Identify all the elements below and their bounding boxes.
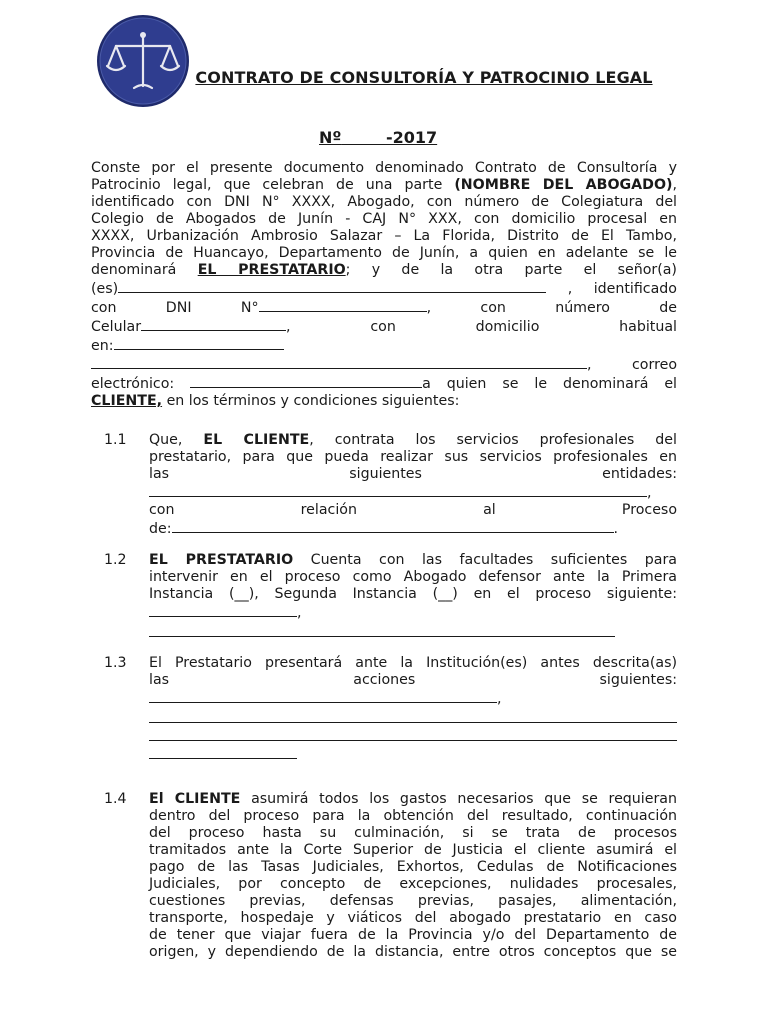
process-field[interactable] [172, 519, 614, 533]
intro-line: Provincia de Huancayo, Departamento de Junín, a quien en adelante se le [91, 245, 677, 261]
scales-of-justice-icon [96, 14, 190, 108]
actions-field-line-3[interactable] [149, 726, 677, 741]
intro-line: a quien se le denominará el [422, 376, 678, 392]
intro-line: , con número de [426, 300, 677, 316]
number-suffix: -2017 [385, 128, 438, 147]
clause-number: 1.1 [104, 432, 127, 448]
clause-text: de tener que viajar fuera de la Provincia y/o del Departamento de [149, 927, 677, 943]
clause-number: 1.3 [104, 655, 127, 671]
intro-line: Celular [91, 319, 142, 335]
cliente-term: El CLIENTE [149, 791, 241, 807]
clause-text: intervenir en el proceso como Abogado defensor ante la Primera [149, 569, 677, 585]
intro-line: en los términos y condiciones siguientes: [162, 393, 460, 409]
clause-number: 1.2 [104, 552, 127, 568]
clause-text: dentro del proceso para la obtención del resultado, continuación [149, 808, 677, 824]
clause-text: El Prestatario presentará ante la Institución(es) antes descrita(as) [149, 655, 677, 671]
client-address-continued-field[interactable] [91, 355, 587, 369]
intro-paragraph [91, 160, 677, 410]
clause-text: . [613, 521, 619, 537]
actions-field-line-2[interactable] [149, 708, 677, 723]
clause-text: transporte, hospedaje y viáticos del abogado prestatario en caso [149, 910, 677, 926]
intro-line: con DNI N° [91, 300, 259, 316]
cliente-term: EL CLIENTE [203, 432, 310, 448]
clause-text: Que, [149, 432, 204, 448]
actions-field-line-4[interactable] [149, 744, 297, 759]
clause-text: las acciones siguientes: [149, 672, 677, 688]
intro-line: Colegio de Abogados de Junín - CAJ N° XXX, con domicilio procesal en [91, 211, 677, 227]
intro-line: XXXX, Urbanización Ambrosio Salazar – La Florida, Distrito de El Tambo, [91, 228, 677, 244]
clause-text: , [497, 691, 502, 707]
number-prefix: Nº [319, 128, 342, 147]
clause-text: origen, y dependiendo de la distancia, entre otros conceptos que se [149, 944, 677, 960]
clause-text: las siguientes entidades: [149, 466, 677, 482]
actions-field[interactable] [149, 689, 497, 703]
clause-text: Judiciales, por concepto de excepciones, nulidades procesales, [149, 876, 677, 892]
clause-text: , [297, 605, 302, 621]
clause-text: del proceso hasta su culminación, si se trata de procesos [149, 825, 677, 841]
intro-line: , con domicilio habitual [286, 319, 677, 335]
intro-line: en: [91, 338, 114, 354]
following-process-field[interactable] [149, 603, 297, 617]
clause-text: Cuenta con las facultades suficientes para [293, 552, 677, 568]
intro-line: (es) [91, 281, 119, 297]
clause-1-1 [104, 432, 677, 538]
prestatario-term: EL PRESTATARIO [197, 262, 346, 278]
client-phone-field[interactable] [141, 317, 286, 331]
clause-text: con relación al Proceso [149, 502, 677, 518]
clause-1-4 [104, 791, 677, 961]
contract-title: CONTRATO DE CONSULTORÍA Y PATROCINIO LEGAL [195, 68, 653, 87]
clause-text: , contrata los servicios profesionales del [309, 432, 677, 448]
client-email-field[interactable] [190, 374, 422, 388]
clause-text: de: [149, 521, 172, 537]
client-dni-field[interactable] [259, 298, 427, 312]
clause-1-3 [104, 655, 677, 762]
intro-line: Conste por el presente documento denominado Contrato de Consultoría y [91, 160, 677, 176]
intro-line: , identificado [546, 281, 677, 297]
clause-text: tramitados ante la Corte Superior de Justicia el cliente asumirá el [149, 842, 677, 858]
clause-text: , [647, 485, 652, 501]
intro-line: , [672, 177, 678, 193]
clause-text: prestatario, para que pueda realizar sus servicios profesionales en [149, 449, 677, 465]
client-address-field[interactable] [114, 336, 284, 350]
intro-line: ; y de la otra parte el señor(a) [345, 262, 677, 278]
intro-line: denominará [91, 262, 198, 278]
entities-field[interactable] [149, 483, 647, 497]
clause-text: cuestiones previas, defensas previas, pasajes, alimentación, [149, 893, 677, 909]
clause-text: asumirá todos los gastos necesarios que se requieran [240, 791, 677, 807]
intro-line: electrónico: [91, 376, 191, 392]
clause-text: Instancia (__), Segunda Instancia (__) en el proceso siguiente: [149, 586, 677, 602]
cliente-term: CLIENTE, [91, 393, 163, 409]
prestatario-term: EL PRESTATARIO [149, 552, 294, 568]
lawyer-name-placeholder: (NOMBRE DEL ABOGADO) [454, 177, 673, 193]
contract-number [319, 128, 437, 147]
intro-line: Patrocinio legal, que celebran de una parte [91, 177, 455, 193]
clause-1-2 [104, 552, 677, 640]
client-name-field[interactable] [118, 279, 546, 293]
intro-line: identificado con DNI N° XXXX, Abogado, con número de Colegiatura del [91, 194, 677, 210]
following-process-continued-field[interactable] [149, 622, 615, 637]
clause-text: pago de las Tasas Judiciales, Exhortos, Cedulas de Notificaciones [149, 859, 677, 875]
intro-line: , correo [587, 357, 677, 373]
clause-number: 1.4 [104, 791, 127, 807]
